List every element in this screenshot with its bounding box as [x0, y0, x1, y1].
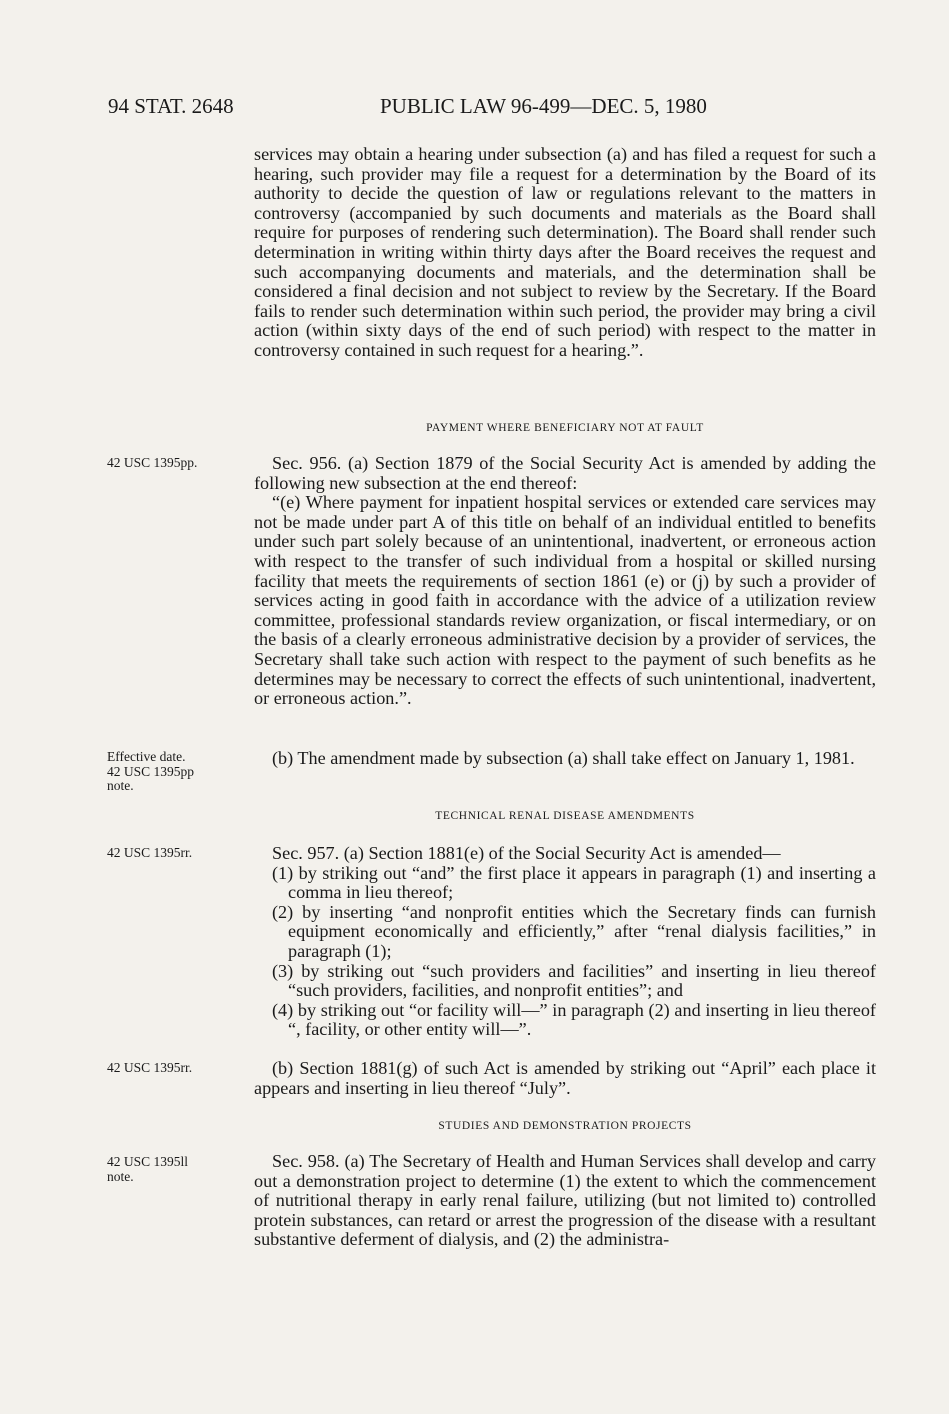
- list-item: (3) by striking out “such providers and facilities” and inserting in lieu thereof “such providers, facilities, and nonprofit entities”; and: [272, 960, 876, 1001]
- margin-note-956: 42 USC 1395pp.: [107, 455, 198, 470]
- margin-note-958: 42 USC 1395ll note.: [107, 1154, 189, 1184]
- margin-note-957: 42 USC 1395rr.: [107, 845, 193, 860]
- page-header: [108, 94, 748, 124]
- section-957-intro: Sec. 957. (a) Section 1881(e) of the Social Security Act is amended—: [272, 843, 781, 863]
- page-title: PUBLIC LAW 96-499—DEC. 5, 1980: [380, 94, 707, 118]
- list-item: (1) by striking out “and” the first place it appears in paragraph (1) and inserting a comma in lieu thereof;: [272, 862, 876, 903]
- section-958-heading: STUDIES AND DEMONSTRATION PROJECTS: [438, 1120, 692, 1132]
- section-957-heading: TECHNICAL RENAL DISEASE AMENDMENTS: [435, 810, 695, 822]
- section-958-body: [254, 1152, 876, 1250]
- statute-page-number: 94 STAT. 2648: [108, 94, 234, 118]
- section-956-body: [254, 454, 876, 709]
- list-item: (4) by striking out “or facility will—” in paragraph (2) and inserting in lieu thereof “, facility, or other entity will—”.: [272, 999, 876, 1040]
- margin-note-957b: 42 USC 1395rr.: [107, 1060, 193, 1075]
- section-956-subsection-b: (b) The amendment made by subsection (a) shall take effect on January 1, 1981.: [272, 748, 855, 768]
- section-956-heading: PAYMENT WHERE BENEFICIARY NOT AT FAULT: [426, 422, 704, 434]
- section-956-intro: Sec. 956. (a) Section 1879 of the Social Security Act is amended by adding the following new subsection at the end thereof:: [254, 453, 876, 493]
- continuation-paragraph: services may obtain a hearing under subsection (a) and has filed a request for such a hearing, such provider may file a request for a determination by the Board of its authority to decide the question of law or regulations relevant to the matters in controversy (accompanied by such documents and materials as the Board shall require for purposes of rendering such determination). The Board shall render such determination in writing within thirty days after the Board receives the request and such accompanying documents and materials, and the determination shall be considered a final decision and not subject to review by the Secretary. If the Board fails to render such determination within such period, the provider may bring a civil action (within sixty days of the end of such period) with respect to the matter in controversy contained in such request for a hearing.”.: [254, 144, 876, 360]
- section-958-intro: Sec. 958. (a) The Secretary of Health and Human Services shall develop and carry out a demonstration project to determine (1) the extent to which the commencement of nutritional therapy in early renal failure, utilizing (but not limited to) controlled protein substances, can retard or arrest the progression of the disease with a resultant substantive deferment of dialysis, and (2) the administra-: [254, 1151, 876, 1250]
- section-957-subsection-b: (b) Section 1881(g) of such Act is amended by striking out “April” each place it appears and inserting in lieu thereof “July”.: [254, 1058, 876, 1098]
- section-956-quoted-subsection: “(e) Where payment for inpatient hospital services or extended care services may not be made under part A of this title on behalf of an individual entitled to benefits under such part solely because of an unintentional, inadvertent, or erroneous action with respect to the transfer of such individual from a hospital or skilled nursing facility that meets the requirements of section 1861 (e) or (j) by such a provider of services acting in good faith in accordance with the advice of a utilization review committee, professional standards review organization, or fiscal intermediary, or on the basis of a clearly erroneous administrative decision by a provider of services, the Secretary shall take such action with respect to the payment of such benefits as he determines may be necessary to correct the effects of such unintentional, inadvertent, or erroneous action.”.: [254, 492, 876, 709]
- margin-note-956b: Effective date. 42 USC 1395pp note.: [107, 749, 195, 793]
- section-957-body: [254, 844, 876, 1040]
- list-item: (2) by inserting “and nonprofit entities which the Secretary finds can furnish equipment economically and efficiently,” after “renal dialysis facilities,” in paragraph (1);: [272, 901, 876, 961]
